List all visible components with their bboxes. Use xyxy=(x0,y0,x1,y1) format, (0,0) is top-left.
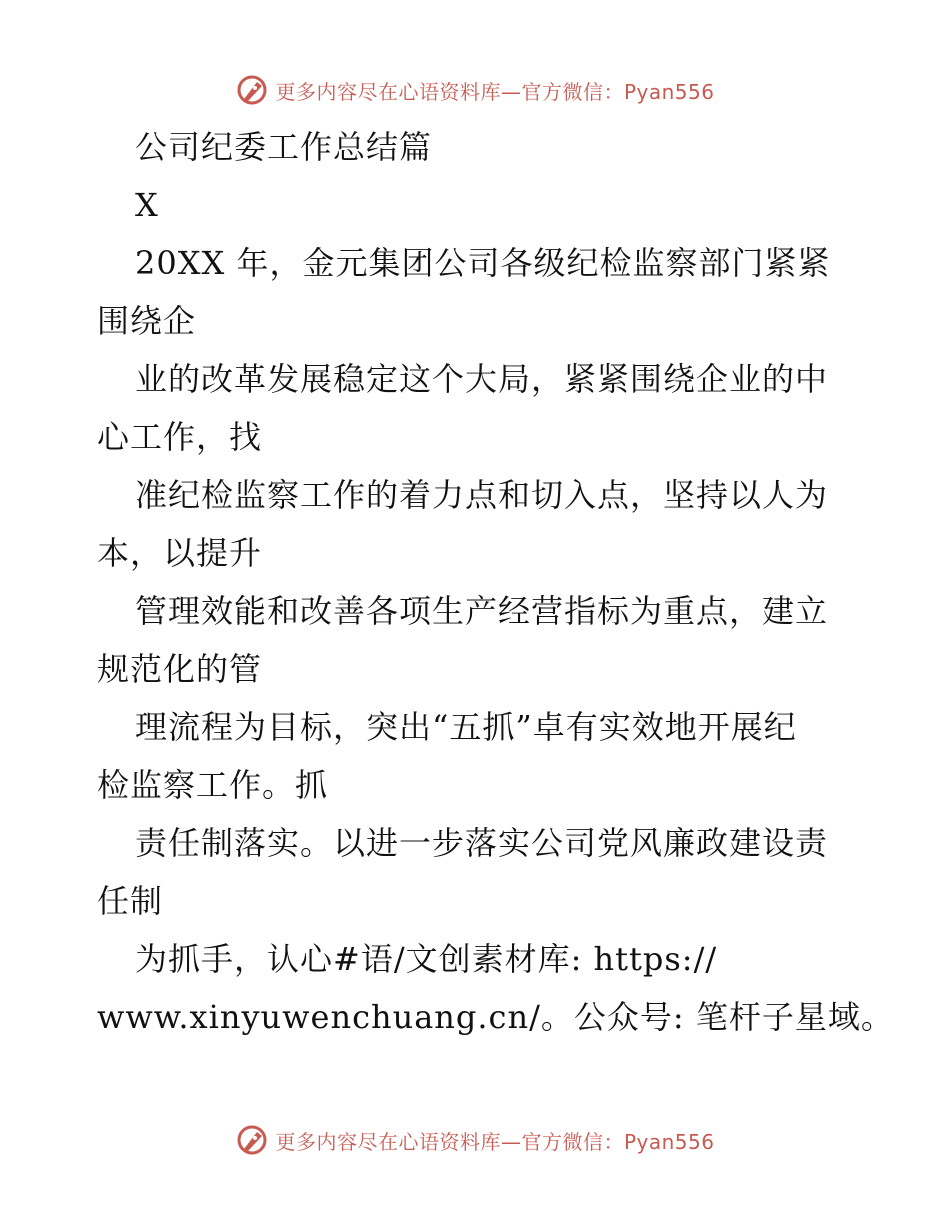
text-line: 理流程为目标，突出“五抓”卓有实效地开展纪 xyxy=(135,708,797,746)
text-line: 围绕企 xyxy=(97,302,197,340)
text-line: 任制 xyxy=(97,882,164,920)
banner-text: 更多内容尽在心语资料库—官方微信：Pyan556 xyxy=(275,1129,715,1154)
text-line: 本，以提升 xyxy=(97,534,263,572)
document-body xyxy=(97,118,894,1046)
text-line: 为抓手，认心#语/文创素材库: https:// xyxy=(135,940,718,978)
text-line: 心工作，找 xyxy=(97,418,263,456)
text-line: 规范化的管 xyxy=(97,650,263,688)
text-line: 责任制落实。以进一步落实公司党风廉政建设责 xyxy=(135,824,829,862)
footer-banner xyxy=(0,1120,950,1160)
pen-nib-logo-icon xyxy=(235,73,269,107)
text-line: X xyxy=(135,186,159,224)
header-banner xyxy=(0,70,950,110)
text-line: 20XX 年，金元集团公司各级纪检监察部门紧紧 xyxy=(135,244,831,282)
text-line: www.xinyuwenchuang.cn/。公众号: 笔杆子星域。 xyxy=(97,998,894,1036)
banner-text: 更多内容尽在心语资料库—官方微信：Pyan556 xyxy=(275,79,715,104)
pen-nib-logo-icon xyxy=(235,1123,269,1157)
document-title: 公司纪委工作总结篇 xyxy=(135,128,433,166)
text-line: 业的改革发展稳定这个大局，紧紧围绕企业的中 xyxy=(135,360,829,398)
text-line: 准纪检监察工作的着力点和切入点，坚持以人为 xyxy=(135,476,829,514)
text-line: 管理效能和改善各项生产经营指标为重点，建立 xyxy=(135,592,829,630)
text-line: 检监察工作。抓 xyxy=(97,766,329,804)
